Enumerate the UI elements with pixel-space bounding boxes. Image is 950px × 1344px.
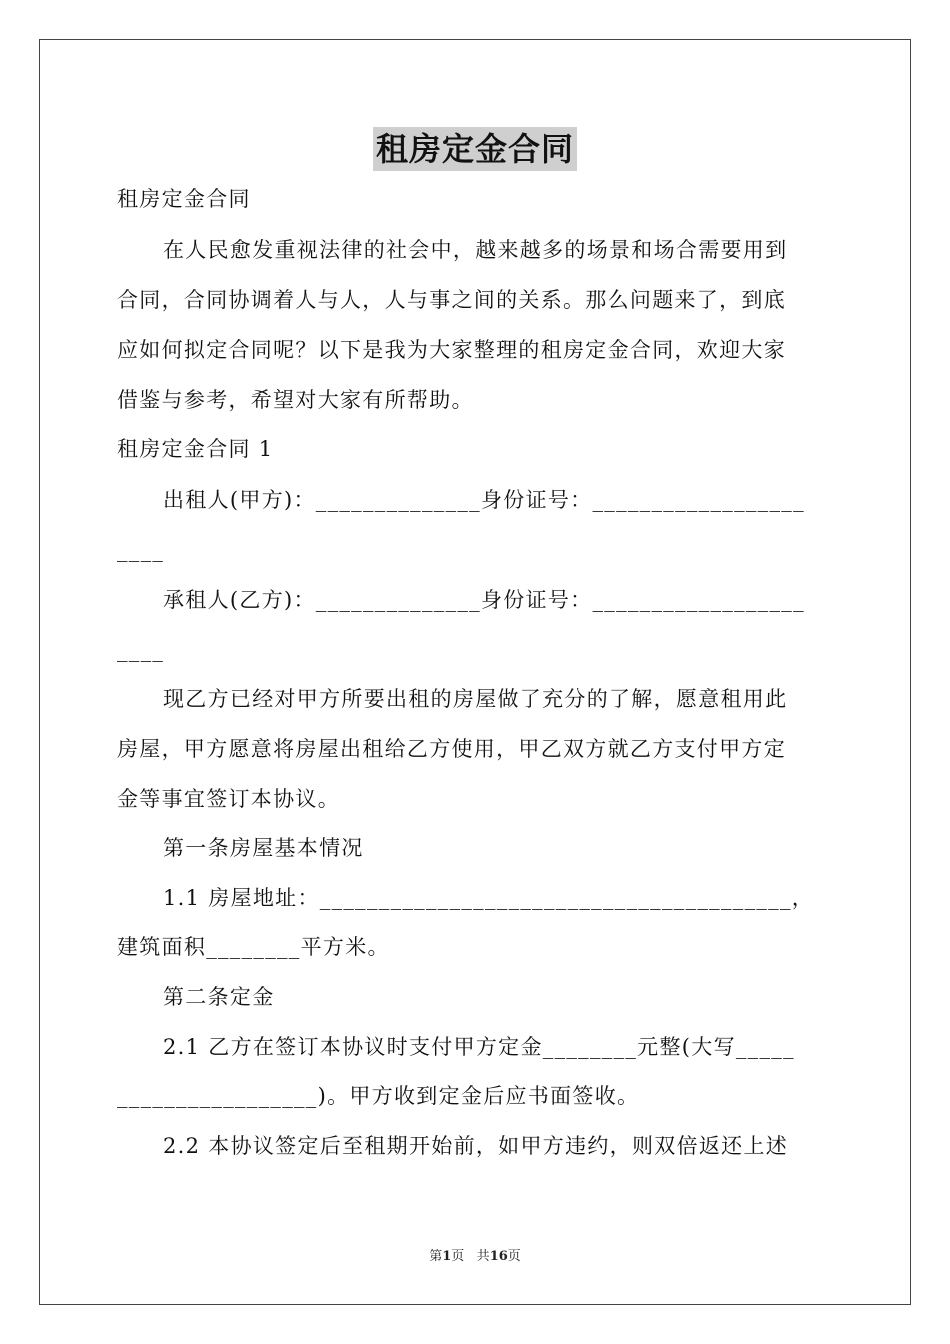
- clause-line: 建筑面积________平方米。: [117, 935, 390, 959]
- document-title: 租房定金合同: [373, 127, 577, 171]
- paragraph-line: 金等事宜签订本协议。: [117, 787, 340, 811]
- page-border: [39, 39, 911, 1305]
- current-page-number: 1: [442, 1249, 452, 1264]
- clause-line: 2.1 乙方在签订本协议时支付甲方定金________元整(大写_____: [163, 1035, 795, 1059]
- total-label-prefix: 共: [476, 1249, 490, 1264]
- clause-line: 1.1 房屋地址：________________________________________，: [163, 886, 815, 910]
- section-heading: 租房定金合同 1: [117, 437, 274, 461]
- paragraph-line: 合同，合同协调着人与人，人与事之间的关系。那么问题来了，到底: [117, 288, 786, 312]
- page-label-suffix: 页: [451, 1249, 465, 1264]
- total-pages-number: 16: [489, 1249, 508, 1264]
- paragraph-line: 应如何拟定合同呢？以下是我为大家整理的租房定金合同，欢迎大家: [117, 338, 786, 362]
- paragraph-line: 现乙方已经对甲方所要出租的房屋做了充分的了解，愿意租用此: [163, 687, 788, 711]
- paragraph-line: 房屋，甲方愿意将房屋出租给乙方使用，甲乙双方就乙方支付甲方定: [117, 737, 786, 761]
- lessor-field-line: 出租人(甲方)：______________身份证号：__________________: [163, 488, 805, 512]
- lessee-field-continuation: ____: [117, 638, 165, 662]
- title-block: [0, 127, 950, 171]
- paragraph-line: 在人民愈发重视法律的社会中，越来越多的场景和场合需要用到: [163, 238, 788, 262]
- lessor-field-continuation: ____: [117, 538, 165, 562]
- article-heading: 第二条定金: [163, 985, 275, 1009]
- paragraph-line: 借鉴与参考，希望对大家有所帮助。: [117, 388, 474, 412]
- article-heading: 第一条房屋基本情况: [163, 836, 364, 860]
- page-label-prefix: 第: [429, 1249, 443, 1264]
- clause-line: 2.2 本协议签定后至租期开始前，如甲方违约，则双倍返还上述: [163, 1134, 789, 1158]
- subtitle-line: 租房定金合同: [117, 187, 251, 211]
- total-label-suffix: 页: [507, 1249, 521, 1264]
- clause-line: _________________)。甲方收到定金后应书面签收。: [117, 1084, 640, 1108]
- lessee-field-line: 承租人(乙方)：______________身份证号：__________________: [163, 588, 805, 612]
- page-footer: [0, 1248, 950, 1266]
